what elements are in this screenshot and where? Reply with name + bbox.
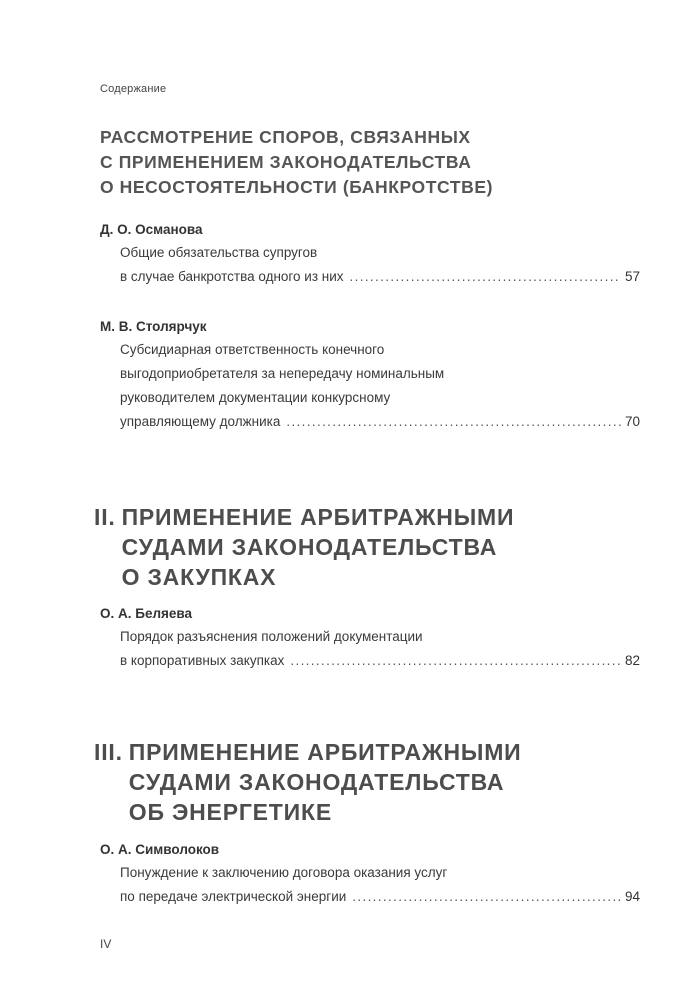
entry-title-line: руководителем документации конкурсному	[120, 390, 391, 405]
section-title-line: СУДАМИ ЗАКОНОДАТЕЛЬСТВА	[121, 534, 498, 560]
running-head: Содержание	[100, 83, 167, 95]
toc-entry[interactable]	[100, 219, 640, 289]
entry-last-line	[120, 265, 640, 289]
toc-entry[interactable]	[100, 839, 640, 909]
entry-title-line: Субсидиарная ответственность конечного	[120, 342, 385, 357]
entry-title	[120, 338, 640, 434]
entry-title-line: Понуждение к заключению договора оказания услуг	[120, 865, 448, 880]
section-title-line: СУДАМИ ЗАКОНОДАТЕЛЬСТВА	[128, 769, 505, 795]
entry-page-number[interactable]: 57	[624, 269, 640, 284]
section-number: III.	[94, 739, 123, 765]
entry-title-line: Общие обязательства супругов	[120, 245, 318, 260]
subsection-title-line: С ПРИМЕНЕНИЕМ ЗАКОНОДАТЕЛЬСТВА	[100, 152, 472, 172]
section-title-line: ПРИМЕНЕНИЕ АРБИТРАЖНЫМИ	[128, 739, 522, 765]
entry-last-line	[120, 410, 640, 434]
entry-title-line: в случае банкротства одного из них	[120, 269, 344, 284]
subsection-title	[100, 125, 620, 200]
dot-leader	[290, 649, 621, 673]
section-heading-3	[94, 737, 654, 827]
entry-title-line: по передаче электрической энергии	[120, 889, 347, 904]
section-number: II.	[94, 504, 116, 530]
entry-page-number[interactable]: 82	[624, 653, 640, 668]
entry-title-line: в корпоративных закупках	[120, 653, 285, 668]
section-heading-2	[94, 502, 654, 592]
entry-author: Д. О. Османова	[100, 222, 203, 237]
folio: IV	[100, 937, 112, 951]
entry-last-line	[120, 885, 640, 909]
entry-author: О. А. Беляева	[100, 606, 193, 621]
subsection-title-line: О НЕСОСТОЯТЕЛЬНОСТИ (БАНКРОТСТВЕ)	[100, 177, 494, 197]
dot-leader	[352, 885, 621, 909]
section-title-line: О ЗАКУПКАХ	[121, 564, 277, 590]
dot-leader	[286, 410, 621, 434]
entry-title	[120, 625, 640, 673]
toc-entry[interactable]	[100, 603, 640, 673]
toc-entry[interactable]	[100, 316, 640, 434]
entry-author: М. В. Столярчук	[100, 319, 207, 334]
entry-author: О. А. Символоков	[100, 842, 220, 857]
subsection-title-line: РАССМОТРЕНИЕ СПОРОВ, СВЯЗАННЫХ	[100, 127, 471, 147]
entry-title-line: управляющему должника	[120, 414, 281, 429]
section-title-line: ПРИМЕНЕНИЕ АРБИТРАЖНЫМИ	[121, 504, 515, 530]
entry-page-number[interactable]: 70	[624, 414, 640, 429]
entry-title	[120, 241, 640, 289]
entry-title-line: выгодоприобретателя за непередачу номинальным	[120, 366, 445, 381]
entry-page-number[interactable]: 94	[624, 889, 640, 904]
dot-leader	[350, 265, 621, 289]
entry-last-line	[120, 649, 640, 673]
entry-title	[120, 861, 640, 909]
section-title-line: ОБ ЭНЕРГЕТИКЕ	[128, 799, 332, 825]
entry-title-line: Порядок разъяснения положений документации	[120, 629, 423, 644]
